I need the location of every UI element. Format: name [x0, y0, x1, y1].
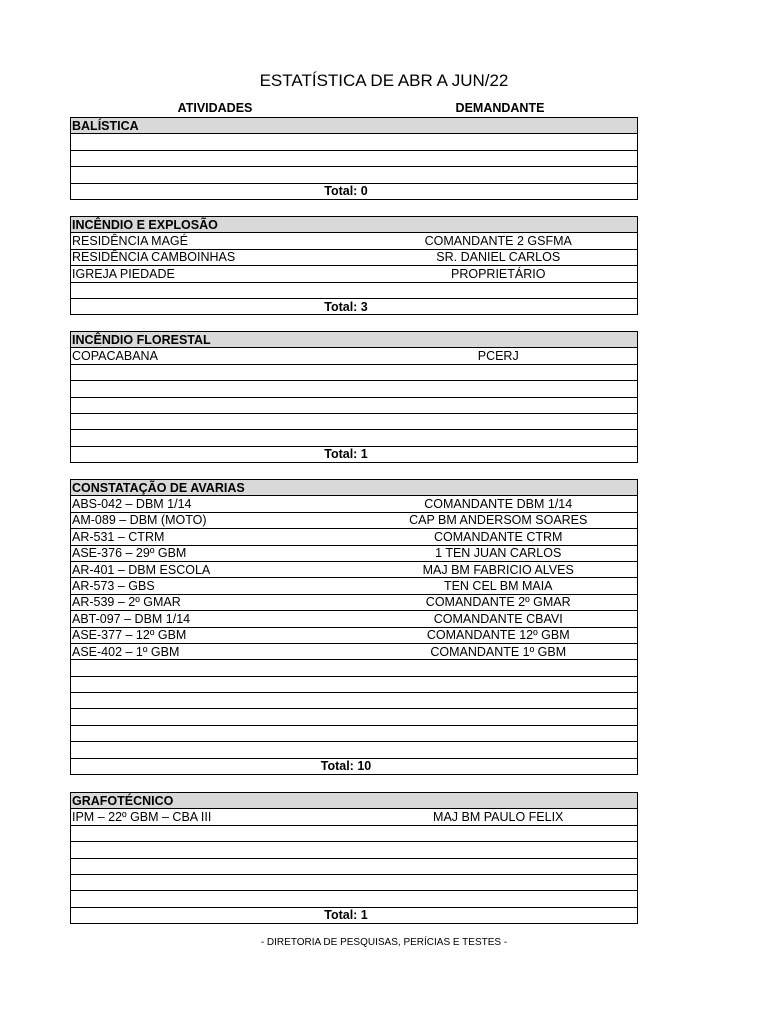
requester-cell: MAJ BM FABRICIO ALVES: [422, 562, 574, 577]
table-row: [71, 644, 637, 660]
section-total: Total: 10: [71, 759, 637, 775]
requester-cell: 1 TEN JUAN CARLOS: [435, 546, 562, 561]
table-row: [71, 611, 637, 627]
activity-cell: ABS-042 – DBM 1/14: [72, 497, 192, 512]
activity-cell: IGREJA PIEDADE: [72, 266, 175, 281]
activity-cell: COPACABANA: [72, 349, 158, 364]
section-total: Total: 1: [71, 447, 637, 463]
table-row: [71, 709, 637, 725]
activity-cell: ASE-376 – 29º GBM: [72, 546, 187, 561]
activity-cell: RESIDÊNCIA CAMBOINHAS: [72, 250, 236, 265]
table-row: [71, 595, 637, 611]
table-row: [71, 742, 637, 758]
requester-cell: COMANDANTE 1º GBM: [430, 644, 567, 659]
document-title: ESTATÍSTICA DE ABR A JUN/22: [259, 71, 509, 90]
requester-cell: COMANDANTE CTRM: [434, 529, 563, 544]
requester-cell: SR. DANIEL CARLOS: [436, 250, 561, 265]
section-header: GRAFOTÉCNICO: [71, 793, 637, 809]
requester-cell: MAJ BM PAULO FELIX: [433, 810, 564, 825]
section-header: BALÍSTICA: [71, 118, 637, 134]
table-row: [71, 562, 637, 578]
activity-cell: AR-531 – CTRM: [72, 529, 165, 544]
requester-cell: COMANDANTE 2º GMAR: [425, 595, 571, 610]
table-row: [71, 693, 637, 709]
table-row: [71, 151, 637, 167]
requester-cell: COMANDANTE 12º GBM: [426, 628, 570, 643]
table-row: [71, 529, 637, 545]
section-incendio-florestal: [70, 331, 638, 463]
activity-cell: IPM – 22º GBM – CBA III: [72, 810, 212, 825]
table-row: [71, 677, 637, 693]
requester-cell: TEN CEL BM MAIA: [443, 579, 553, 594]
requester-cell: PCERJ: [477, 349, 519, 364]
section-header: CONSTATAÇÃO DE AVARIAS: [71, 480, 637, 496]
table-row: [71, 134, 637, 150]
table-row: [71, 348, 637, 364]
table-row: [71, 266, 637, 282]
activity-cell: AR-401 – DBM ESCOLA: [72, 562, 211, 577]
table-row: [71, 875, 637, 891]
activity-cell: RESIDÊNCIA MAGÉ: [72, 234, 188, 249]
activity-cell: ASE-402 – 1º GBM: [72, 644, 180, 659]
table-row: [71, 414, 637, 430]
table-row: [71, 809, 637, 825]
section-constatacao-avarias: [70, 479, 638, 775]
table-row: [71, 891, 637, 907]
requester-cell: COMANDANTE 2 GSFMA: [424, 234, 572, 249]
table-row: [71, 430, 637, 446]
activity-cell: ASE-377 – 12º GBM: [72, 628, 187, 643]
section-header: INCÊNDIO FLORESTAL: [71, 332, 637, 348]
requester-cell: COMANDANTE DBM 1/14: [424, 497, 573, 512]
table-row: [71, 496, 637, 512]
section-grafotecnico: [70, 792, 638, 924]
activity-cell: AR-539 – 2º GMAR: [72, 595, 181, 610]
section-incendio-explosao: [70, 216, 638, 315]
column-header-activities: ATIVIDADES: [177, 101, 253, 115]
table-row: [71, 826, 637, 842]
section-total: Total: 0: [71, 184, 637, 200]
activity-cell: AM-089 – DBM (MOTO): [72, 513, 207, 528]
table-row: [71, 283, 637, 299]
activity-cell: ABT-097 – DBM 1/14: [72, 611, 191, 626]
activity-cell: AR-573 – GBS: [72, 579, 155, 594]
table-row: [71, 250, 637, 266]
footer-text: - DIRETORIA DE PESQUISAS, PERÍCIAS E TESTES -: [260, 937, 508, 948]
table-row: [71, 578, 637, 594]
table-row: [71, 842, 637, 858]
table-row: [71, 859, 637, 875]
requester-cell: PROPRIETÁRIO: [451, 266, 546, 281]
table-row: [71, 628, 637, 644]
section-balistica: [70, 117, 638, 200]
requester-cell: CAP BM ANDERSOM SOARES: [409, 513, 588, 528]
section-total: Total: 3: [71, 299, 637, 315]
table-row: [71, 546, 637, 562]
table-row: [71, 167, 637, 183]
table-row: [71, 381, 637, 397]
table-row: [71, 365, 637, 381]
table-row: [71, 233, 637, 249]
table-row: [71, 726, 637, 742]
requester-cell: COMANDANTE CBAVI: [433, 611, 563, 626]
table-row: [71, 513, 637, 529]
section-header: INCÊNDIO E EXPLOSÃO: [71, 217, 637, 233]
column-header-requester: DEMANDANTE: [455, 101, 545, 115]
table-row: [71, 660, 637, 676]
section-total: Total: 1: [71, 908, 637, 924]
table-row: [71, 398, 637, 414]
